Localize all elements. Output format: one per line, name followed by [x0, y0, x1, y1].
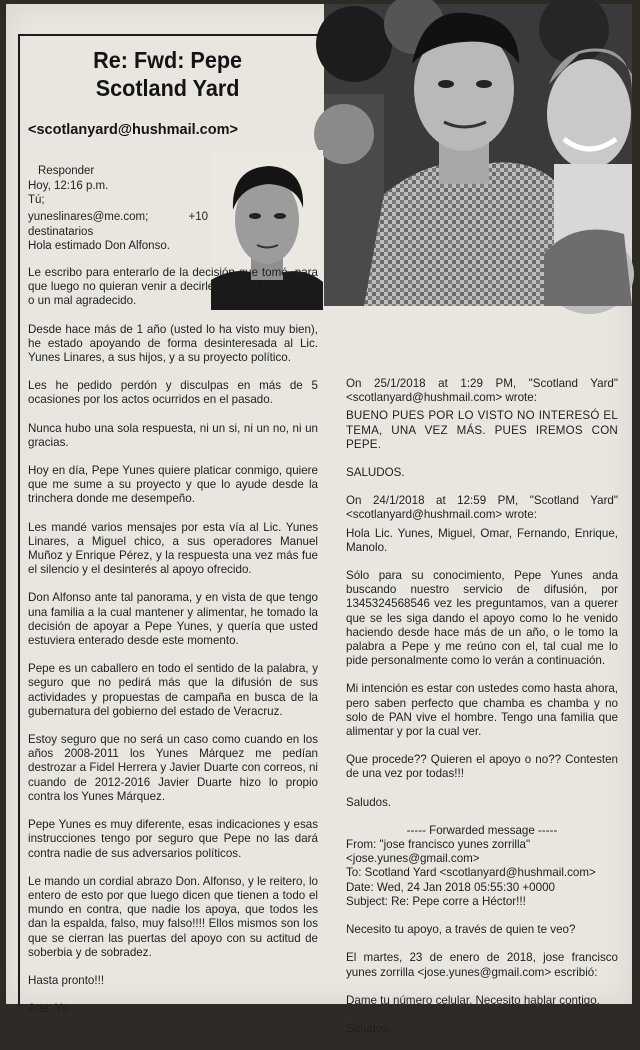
recipient-address: yuneslinares@me.com;	[28, 211, 149, 223]
paragraph: Hoy en día, Pepe Yunes quiere platicar conmigo, quiere que me sume a su proyecto y que lo ayude desde la trinchera donde me desempeño.	[28, 464, 318, 506]
message-1-body: BUENO PUES POR LO VISTO NO INTERESÓ EL TEMA, UNA VEZ MÁS. PUES IREMOS CON PEPE.	[346, 409, 618, 451]
message-2-paragraph: Mi intención es estar con ustedes como hasta ahora, pero saben perfecto que chamba es chamba y no solo de PAN vive el hombre. Tengo una familia que alimentar y por la cual ver.	[346, 682, 618, 739]
extra-recipient-label: destinatarios	[28, 225, 94, 238]
paragraph: Nunca hubo una sola respuesta, ni un si, ni un no, ni un gracias.	[28, 421, 318, 449]
forwarded-paragraph: Necesito tu apoyo, a través de quien te veo?	[346, 923, 576, 937]
greeting: Hola estimado Don Alfonso.	[28, 240, 170, 252]
paragraph: Don Alfonso ante tal panorama, y en vista de que tengo una familia a la cual mantener y alimentar, he tomado la decisión de apoyar a Pepe Yunes, y quería que usted estuviera enterado desde este momento.	[28, 591, 318, 648]
paragraph: Pepe es un caballero en todo el sentido de la palabra, y seguro que no pedirá más que la difusión de sus actividades y propuestas de campaña en busca de la gubernatura del gobierno del estado de Veracruz.	[28, 662, 318, 718]
email-meta	[28, 164, 203, 208]
title-line-1: Re: Fwd: Pepe	[93, 47, 243, 73]
crowd-photo	[324, 4, 632, 306]
forwarded-sign: Saludos.	[346, 1021, 392, 1035]
paragraph: Les mandé varios mensajes por esta vía al Lic. Yunes Linares, a Miguel chico, a sus operadores Manuel Muñoz y Enrique Pérez, y la respuesta una vez más fue el silencio y el desinterés al apoyo ofrecido.	[28, 520, 318, 577]
message-2-greeting: Hola Lic. Yunes, Miguel, Omar, Fernando, Enrique, Manolo.	[346, 526, 618, 554]
forwarded-title: ----- Forwarded message -----	[406, 823, 558, 837]
message-1-header: On 25/1/2018 at 1:29 PM, "Scotland Yard" <scotlanyard@hushmail.com> wrote:	[346, 377, 618, 405]
signature: Atte: Yo.	[28, 1002, 72, 1016]
paragraph: Les he pedido perdón y disculpas en más de 5 ocasiones por los actos ocurridos en el pasado.	[28, 379, 318, 407]
message-2-paragraph: Sólo para su conocimiento, Pepe Yunes anda buscando nuestro servicio de difusión, por 1345324568546 vez les preguntamos, van a querer que se les siga dando el apoyo como lo he venido haciendo desde hace más de un año, o le tomo la palabra a Pepe y me reúno con el, tal cual me lo pide personalmente como lo verán a continuación.	[346, 569, 618, 668]
forwarded-to: To: Scotland Yard <scotlanyard@hushmail.com>	[346, 866, 596, 880]
right-column	[346, 377, 618, 1050]
paragraph: Pepe Yunes es muy diferente, esas indicaciones y esas instrucciones tengo por seguro que Pepe no las dará contra nadie de sus adversarios políticos.	[28, 818, 318, 860]
forwarded-paragraph: El martes, 23 de enero de 2018, jose francisco yunes zorrilla <jose.yunes@gmail.com> escribió:	[346, 951, 618, 979]
message-1-sign: SALUDOS.	[346, 466, 405, 480]
left-column	[28, 266, 318, 1030]
paragraph: Desde hace más de 1 año (usted lo ha visto muy bien), he estado apoyando de forma desinteresada al Lic. Yunes Linares, a sus hijos, y a su proyecto político.	[28, 322, 318, 365]
title-line-2: Scotland Yard	[95, 75, 240, 101]
message-2-sign: Saludos.	[346, 795, 392, 809]
message-2-header: On 24/1/2018 at 12:59 PM, "Scotland Yard" <scotlanyard@hushmail.com> wrote:	[346, 494, 618, 522]
recipients	[28, 210, 208, 254]
closing: Hasta pronto!!!	[28, 973, 105, 987]
reply-label: Responder	[38, 165, 95, 177]
paragraph: Estoy seguro que no será un caso como cuando en los años 2008-2011 los Yunes Márquez me pedían destrozar a Fidel Herrera y Javier Duarte con correos, ni cuando de 2012-2016 Javier Duarte hizo lo propio contra los Yunes Márquez.	[28, 733, 318, 803]
forwarded-from: From: "jose francisco yunes zorrilla" <jose.yunes@gmail.com>	[346, 838, 531, 866]
extra-recipient-count: +10	[188, 211, 208, 223]
paragraph: Le mando un cordial abrazo Don. Alfonso, y le reitero, lo entero de esto por que luego dicen que tienen a todo el mundo en contra, que nadie los apoya, que todos les dan la espalda, falso, muy falso!!!! Ellos mismos son los que se cierran las puertas del apoyo con su actitud de soberbia y de sobradez.	[28, 874, 318, 959]
sender-email: <scotlanyard@hushmail.com>	[28, 122, 238, 138]
newspaper-page	[6, 4, 632, 1035]
forwarded-paragraph: Dame tu número celular. Necesito hablar contigo.	[346, 993, 600, 1007]
message-2-paragraph: Que procede?? Quieren el apoyo o no?? Contesten de una vez por todas!!!	[346, 753, 618, 781]
email-to: Tú;	[28, 194, 45, 206]
email-date: Hoy, 12:16 p.m.	[28, 179, 109, 192]
article-title	[36, 46, 299, 102]
forwarded-subject: Subject: Re: Pepe corre a Héctor!!!	[346, 894, 526, 908]
forwarded-date: Date: Wed, 24 Jan 2018 05:55:30 +0000	[346, 880, 555, 894]
paragraph: Le escribo para enterarlo de la decisión que tomé, para que luego no quieran venir a decirle que soy una traidor o un mal agradecido.	[28, 266, 318, 308]
